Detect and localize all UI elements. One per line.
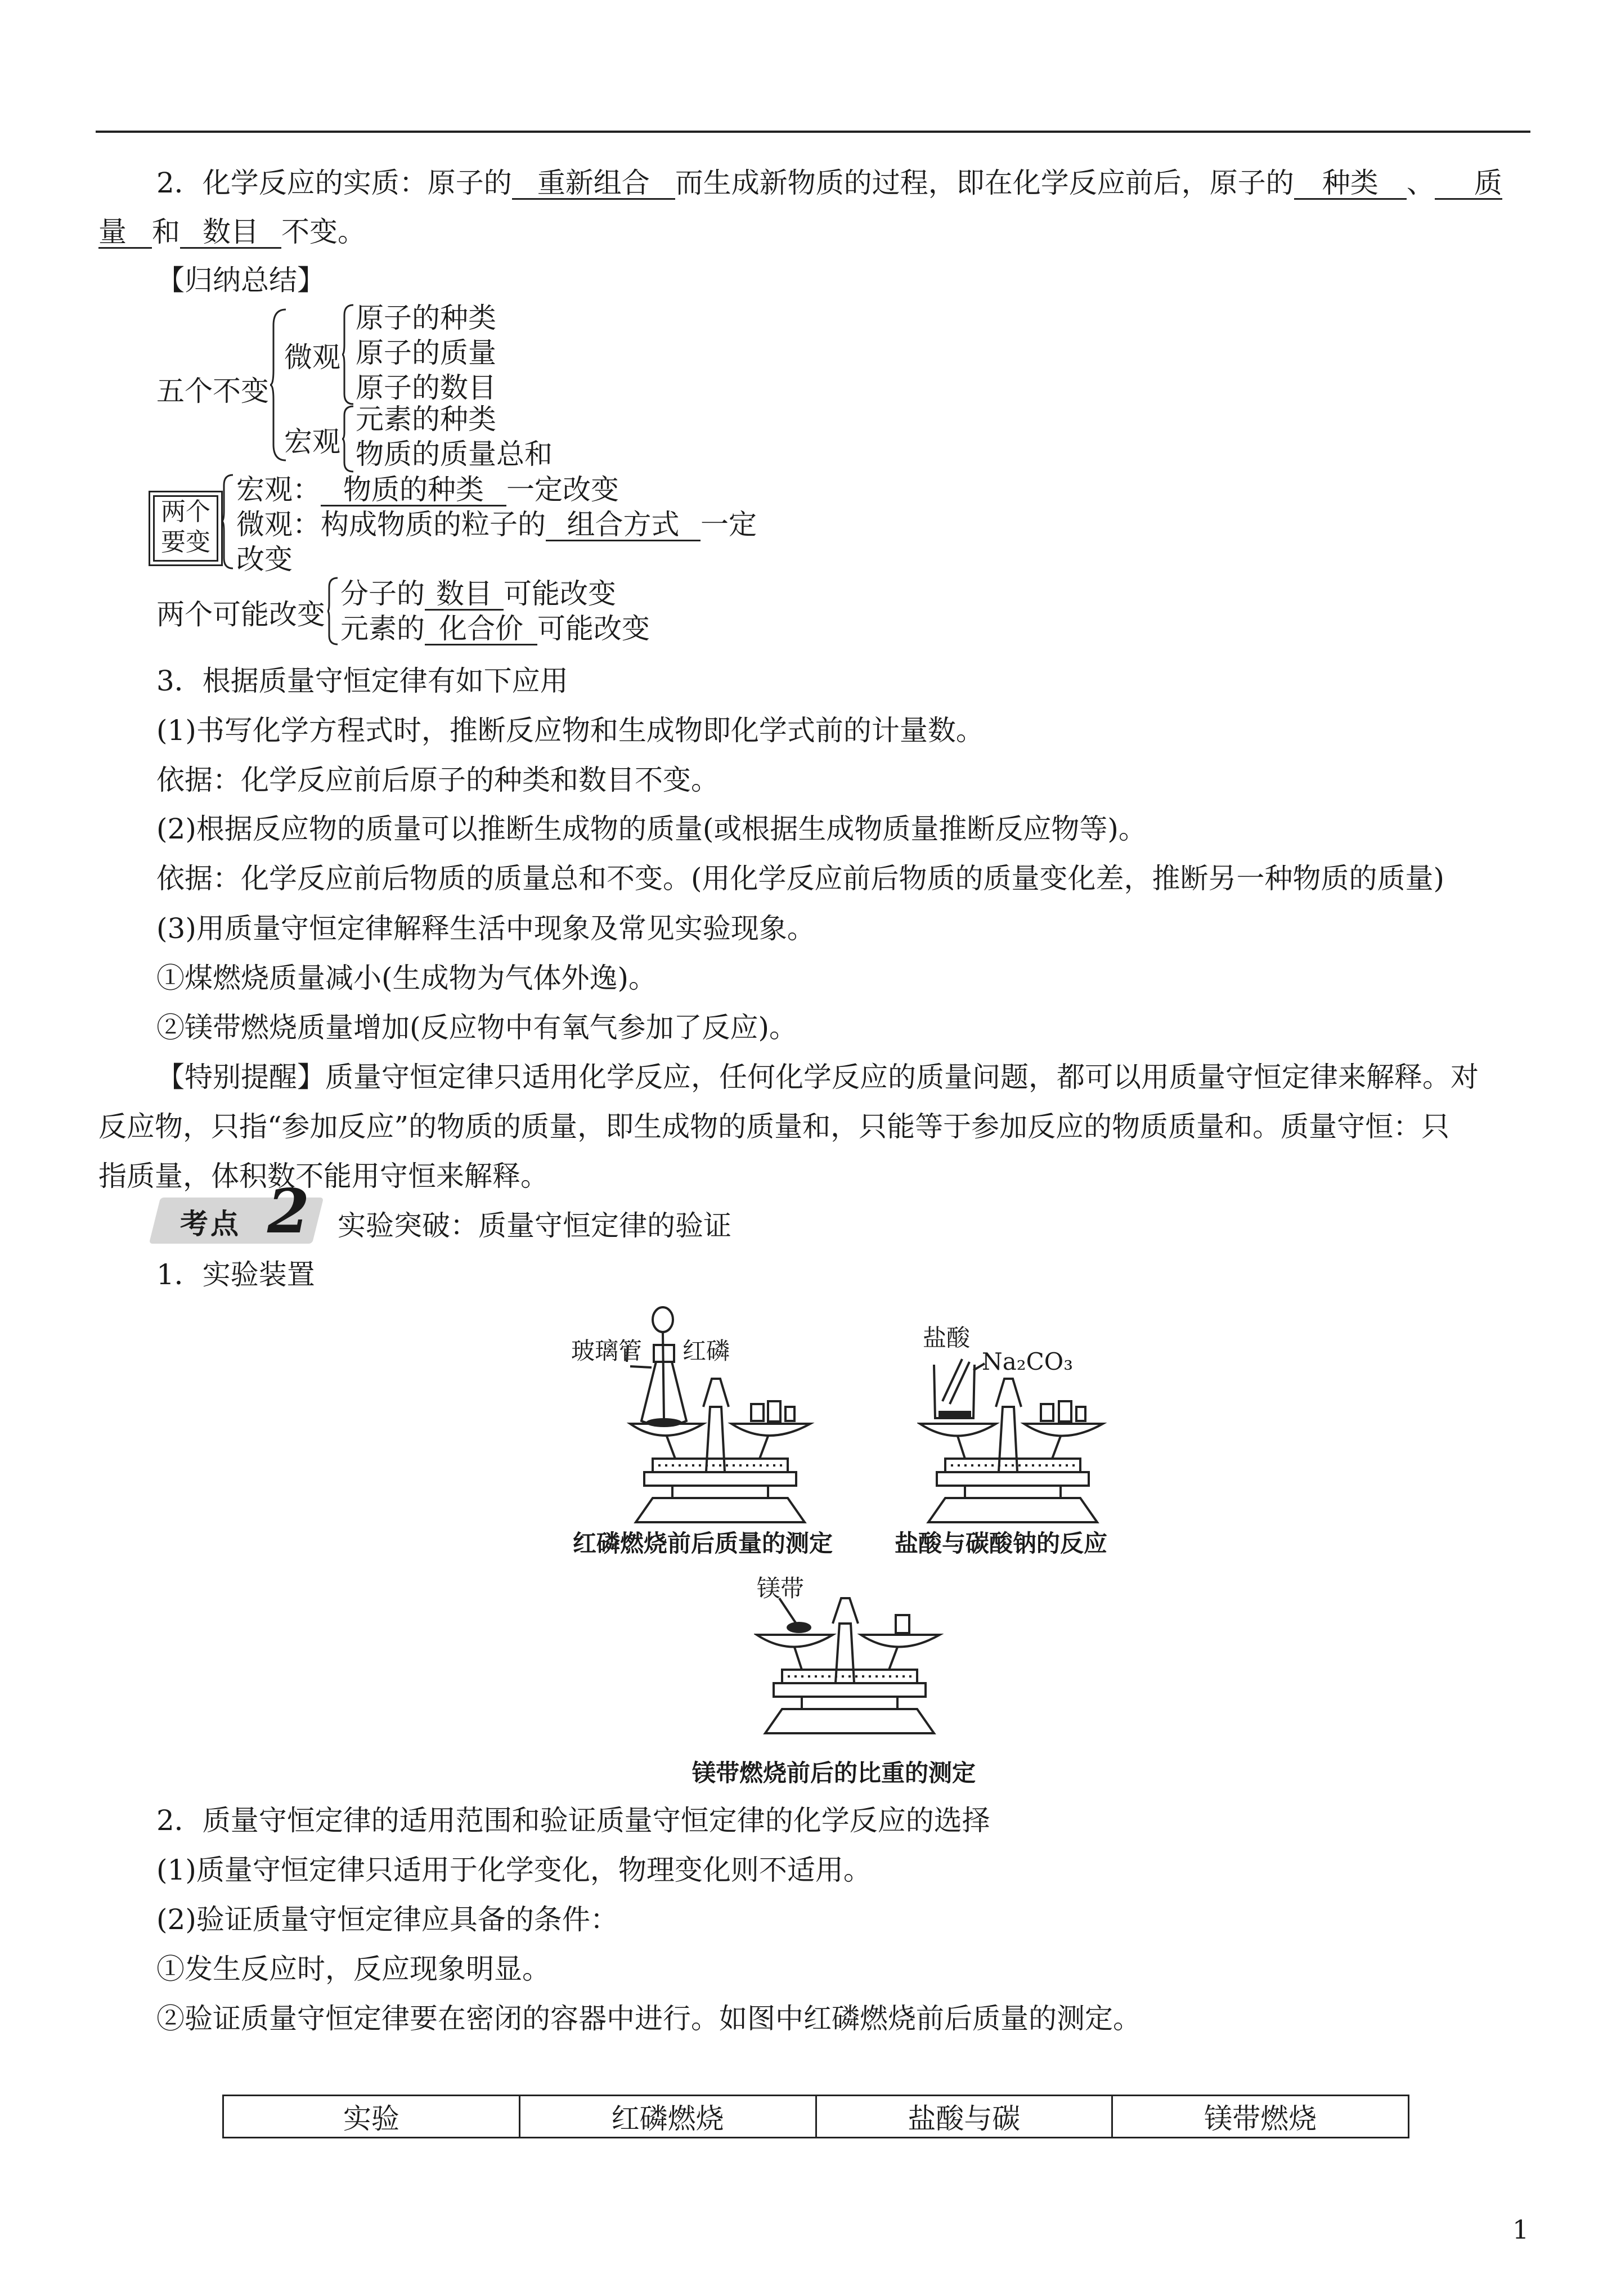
text: 微观：构成物质的粒子的 xyxy=(236,508,546,541)
table-header-row xyxy=(223,2096,1409,2138)
text: 元素的 xyxy=(340,612,425,645)
reminder-line1: 【特别提醒】质量守恒定律只适用化学反应，任何化学反应的质量问题，都可以用质量守恒定律来解释。对 xyxy=(156,1061,1479,1093)
scope-line1: (1)质量守恒定律只适用于化学变化，物理变化则不适用。 xyxy=(156,1854,872,1886)
fig2-caption: 盐酸与碳酸钠的反应 xyxy=(895,1530,1108,1557)
scope-line3: ①发生反应时，反应现象明显。 xyxy=(156,1953,550,1985)
brace-macro xyxy=(341,405,356,473)
page-number: 1 xyxy=(1512,2214,1529,2245)
blank-valence: 化合价 xyxy=(425,613,537,645)
micro-item-1: 原子的种类 xyxy=(356,302,496,334)
kaodian-badge-text: 考点 xyxy=(180,1207,241,1240)
five-invariants-label: 五个不变 xyxy=(156,375,269,407)
fig1-label-red-phosphorus: 红磷 xyxy=(682,1337,730,1365)
box-line-1: 两个 xyxy=(161,497,210,526)
para3-line5: (3)用质量守恒定律解释生活中现象及常见实验现象。 xyxy=(156,912,815,945)
text: 一定 xyxy=(701,508,757,541)
micro-label: 微观 xyxy=(284,341,340,374)
text: 可能改变 xyxy=(504,577,616,610)
scope-line2: (2)验证质量守恒定律应具备的条件： xyxy=(156,1903,618,1936)
text: 不变。 xyxy=(281,216,366,248)
blank-combination: 组合方式 xyxy=(546,509,701,541)
scope-line4: ②验证质量守恒定律要在密闭的容器中进行。如图中红磷燃烧前后质量的测定。 xyxy=(156,2002,1141,2035)
table-cell: 红磷燃烧 xyxy=(519,2096,816,2138)
text: 分子的 xyxy=(340,577,425,610)
brace-must-change xyxy=(221,474,235,569)
fig1-caption: 红磷燃烧前后质量的测定 xyxy=(573,1530,833,1557)
micro-item-3: 原子的数目 xyxy=(356,371,496,404)
micro-item-2: 原子的质量 xyxy=(356,337,496,369)
change-macro-line xyxy=(236,473,619,506)
reminder-line3: 指质量，体积数不能用守恒来解释。 xyxy=(98,1160,549,1192)
macro-item-2: 物质的质量总和 xyxy=(356,438,553,470)
fig3-caption: 镁带燃烧前后的比重的测定 xyxy=(692,1759,976,1787)
para3-line1: (1)书写化学方程式时，推断反应物和生成物即化学式前的计量数。 xyxy=(156,714,984,747)
exp-title: 1．实验装置 xyxy=(156,1258,315,1291)
para2-line1 xyxy=(156,166,1502,200)
fig2-label-hcl: 盐酸 xyxy=(923,1324,971,1352)
text: 、 xyxy=(1406,167,1435,199)
para3-title: 3．根据质量守恒定律有如下应用 xyxy=(156,665,568,697)
fig3-balance-illustration xyxy=(754,1593,957,1750)
reminder-line2: 反应物，只指“参加反应”的物质的质量，即生成物的质量和，只能等于参加反应的物质质量和。质量守恒：只 xyxy=(98,1110,1450,1143)
fig2-label-na2co3: Na₂CO₃ xyxy=(982,1348,1074,1375)
para3-line7: ②镁带燃烧质量增加(反应物中有氧气参加了反应)。 xyxy=(156,1011,798,1044)
fig1-balance-illustration xyxy=(619,1300,821,1525)
blank-molecule-number: 数目 xyxy=(425,579,504,611)
blank-kind: 种类 xyxy=(1294,168,1407,200)
blank-mass-2: 量 xyxy=(98,217,152,249)
blank-regroup: 重新组合 xyxy=(512,168,675,200)
text: 2．化学反应的实质：原子的 xyxy=(156,167,512,199)
macro-label: 宏观 xyxy=(284,425,340,458)
text: 可能改变 xyxy=(537,612,650,645)
para3-line6: ①煤燃烧质量减小(生成物为气体外逸)。 xyxy=(156,962,657,994)
header-rule xyxy=(96,131,1530,133)
blank-number: 数目 xyxy=(180,217,281,249)
text: 和 xyxy=(152,216,180,248)
para2-line2 xyxy=(98,215,366,249)
para3-line3: (2)根据反应物的质量可以推断生成物的质量(或根据生成物质量推断反应物等)。 xyxy=(156,813,1147,845)
fig3-label-mg: 镁带 xyxy=(757,1575,805,1602)
scope-title: 2．质量守恒定律的适用范围和验证质量守恒定律的化学反应的选择 xyxy=(156,1804,990,1837)
may-change-1 xyxy=(340,577,616,611)
experiment-table xyxy=(222,2095,1409,2138)
change-micro-line-2: 改变 xyxy=(236,543,293,576)
table-cell: 实验 xyxy=(223,2096,520,2138)
brace-may-change xyxy=(326,577,340,645)
kaodian-number: 2 xyxy=(267,1176,310,1247)
text: 而生成新物质的过程，即在化学反应前后，原子的 xyxy=(675,167,1294,199)
fig1-label-glass-tube: 玻璃管 xyxy=(571,1337,643,1365)
fig2-balance-illustration xyxy=(917,1348,1120,1525)
blank-mass-1: 质 xyxy=(1435,168,1502,200)
change-micro-line xyxy=(236,508,757,541)
summary-heading: 【归纳总结】 xyxy=(156,264,325,297)
para3-line2: 依据：化学反应前后原子的种类和数目不变。 xyxy=(156,764,719,796)
blank-substance-kind: 物质的种类 xyxy=(321,474,506,506)
para3-line4: 依据：化学反应前后物质的质量总和不变。(用化学反应前后物质的质量变化差，推断另一种物质的质量) xyxy=(156,862,1445,895)
table-cell: 盐酸与碳 xyxy=(816,2096,1112,2138)
box-line-2: 要变 xyxy=(161,528,210,557)
may-change-label: 两个可能改变 xyxy=(156,598,325,631)
two-must-change-box xyxy=(153,495,218,562)
table-cell: 镁带燃烧 xyxy=(1112,2096,1409,2138)
kaodian-title: 实验突破：质量守恒定律的验证 xyxy=(338,1209,731,1242)
brace-micro xyxy=(341,304,356,405)
text: 宏观： xyxy=(236,473,321,506)
text: 一定改变 xyxy=(506,473,619,506)
may-change-2 xyxy=(340,612,650,645)
macro-item-1: 元素的种类 xyxy=(356,403,496,436)
